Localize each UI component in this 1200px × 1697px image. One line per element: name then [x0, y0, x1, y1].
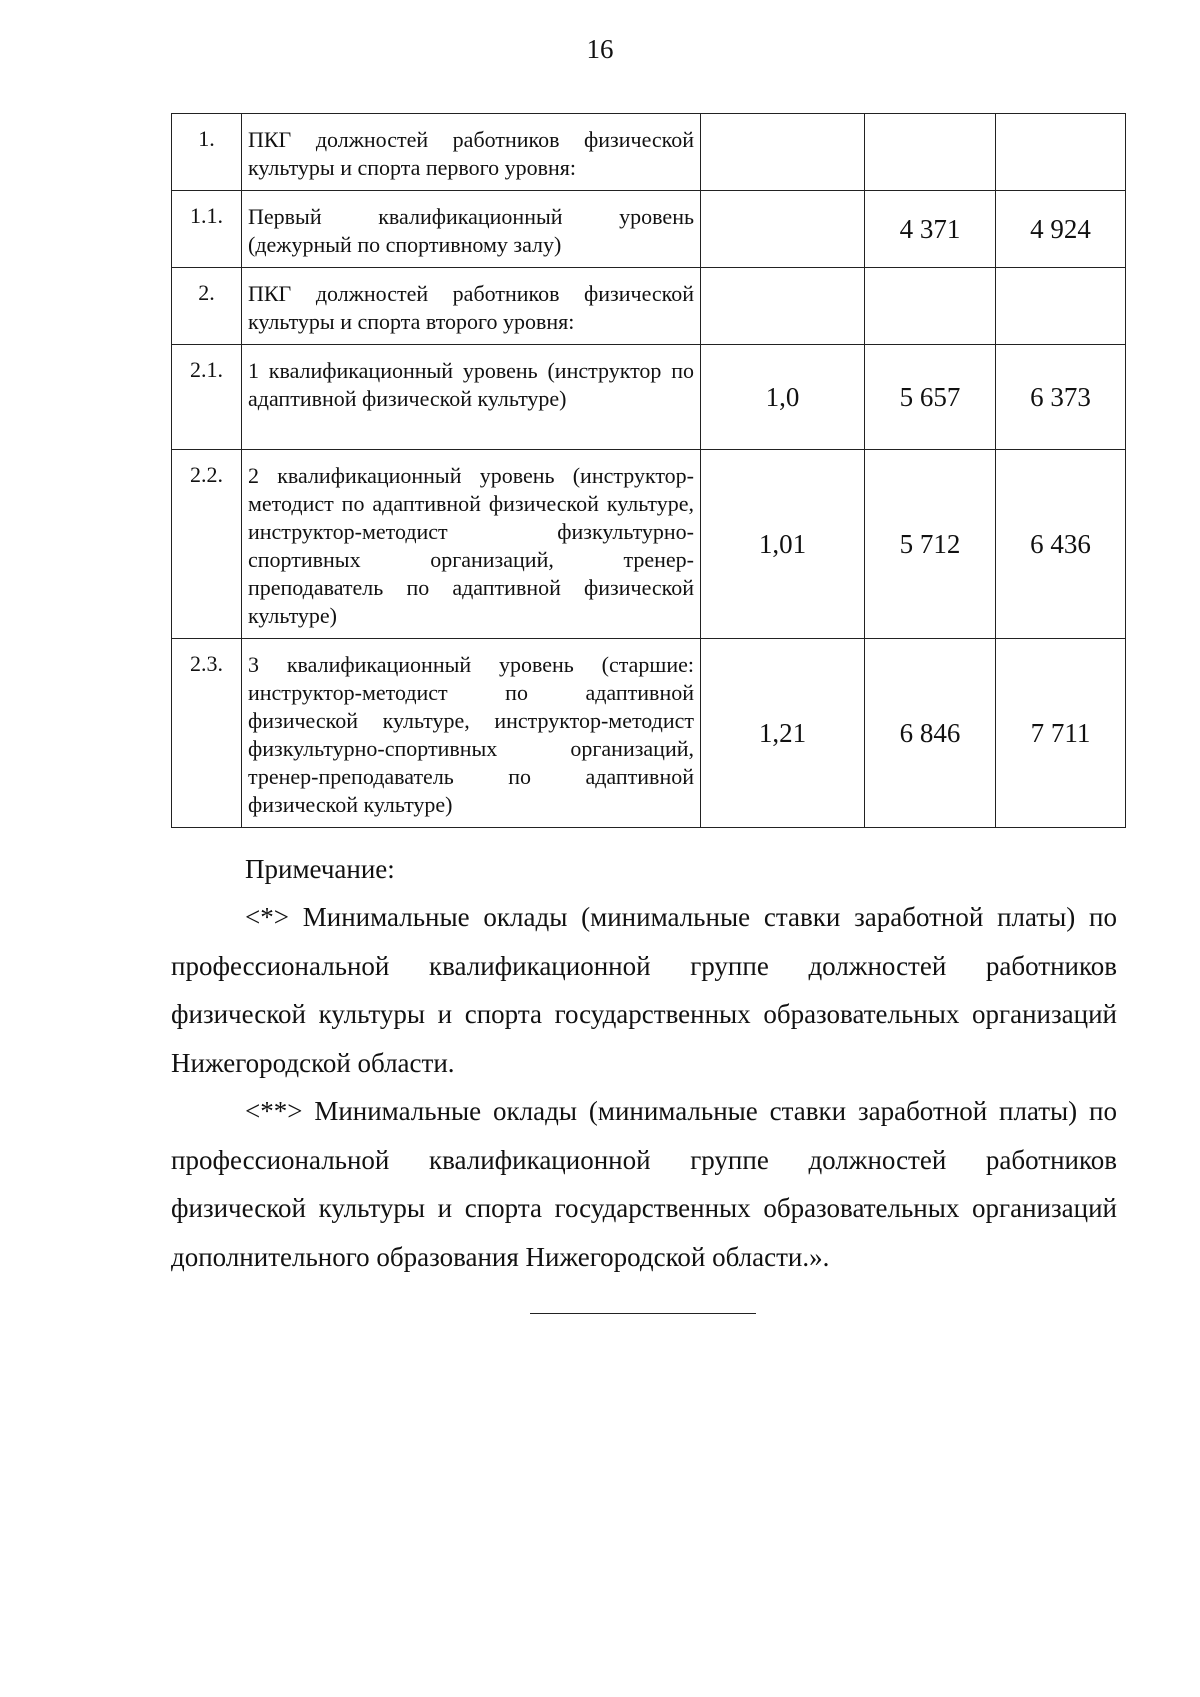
row-min-salary-1	[865, 114, 996, 191]
salary-table	[171, 113, 1126, 828]
row-number: 2.1.	[172, 345, 242, 450]
row-name: ПКГ должностей работников физической культуры и спорта второго уровня:	[242, 268, 701, 345]
table-row	[172, 268, 1126, 345]
row-min-salary-1: 4 371	[865, 191, 996, 268]
row-min-salary-1: 5 657	[865, 345, 996, 450]
row-number: 2.2.	[172, 450, 242, 639]
row-number: 1.1.	[172, 191, 242, 268]
note-block	[171, 845, 1117, 1281]
table-row	[172, 114, 1126, 191]
row-coefficient: 1,01	[701, 450, 865, 639]
row-coefficient	[701, 114, 865, 191]
row-min-salary-1	[865, 268, 996, 345]
row-coefficient	[701, 268, 865, 345]
row-number: 1.	[172, 114, 242, 191]
row-name: 1 квалификационный уровень (инструктор по адаптивной физической культуре)	[242, 345, 701, 450]
row-number: 2.	[172, 268, 242, 345]
note-paragraph-1: <*> Минимальные оклады (минимальные ставки заработной платы) по профессиональной квалификационной группе должностей работников физической культуры и спорта государственных образовательных организаций Нижегородской области.	[171, 902, 1117, 1078]
row-coefficient	[701, 191, 865, 268]
row-min-salary-2: 7 711	[996, 639, 1126, 828]
row-min-salary-2: 4 924	[996, 191, 1126, 268]
note-title: Примечание:	[245, 854, 395, 884]
row-min-salary-1: 6 846	[865, 639, 996, 828]
row-number: 2.3.	[172, 639, 242, 828]
row-name: 3 квалификационный уровень (старшие: инструктор-методист по адаптивной физической культуре, инструктор-методист физкультурно-спортивных организаций, тренер-преподаватель по адаптивной физической культуре)	[242, 639, 701, 828]
table-row	[172, 639, 1126, 828]
row-min-salary-2: 6 436	[996, 450, 1126, 639]
table-row	[172, 191, 1126, 268]
row-coefficient: 1,21	[701, 639, 865, 828]
row-min-salary-2	[996, 268, 1126, 345]
page-number: 16	[586, 34, 614, 64]
table-row	[172, 345, 1126, 450]
table-row	[172, 450, 1126, 639]
note-paragraph-2: <**> Минимальные оклады (минимальные ставки заработной платы) по профессиональной квалификационной группе должностей работников физической культуры и спорта государственных образовательных организаций дополнительного образования Нижегородской области.».	[171, 1096, 1117, 1272]
row-min-salary-2	[996, 114, 1126, 191]
end-rule-divider	[530, 1313, 756, 1314]
row-name: Первый квалификационный уровень (дежурный по спортивному залу)	[242, 191, 701, 268]
row-name: 2 квалификационный уровень (инструктор-методист по адаптивной физической культуре, инструктор-методист физкультурно-спортивных организаций, тренер-преподаватель по адаптивной физической культуре)	[242, 450, 701, 639]
row-coefficient: 1,0	[701, 345, 865, 450]
row-min-salary-1: 5 712	[865, 450, 996, 639]
row-min-salary-2: 6 373	[996, 345, 1126, 450]
row-name: ПКГ должностей работников физической культуры и спорта первого уровня:	[242, 114, 701, 191]
